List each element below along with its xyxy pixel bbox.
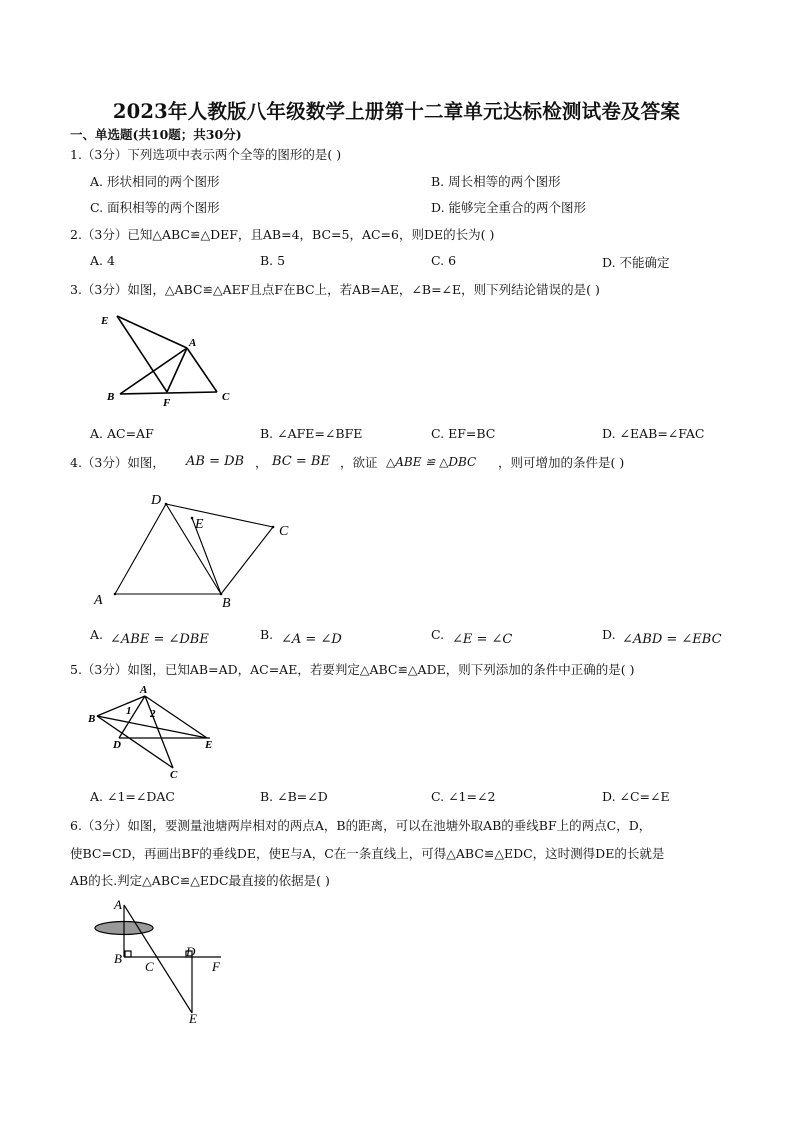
q2-option-d: D. 不能确定 (602, 255, 670, 270)
q4-option-c-label: C. (431, 627, 445, 642)
q5-option-d: D. ∠C=∠E (602, 789, 670, 804)
q3-option-c: C. EF=BC (431, 426, 496, 441)
q1-option-b: B. 周长相等的两个图形 (431, 174, 561, 189)
q4-figure (88, 488, 303, 613)
question-2-stem: 2.（3分）已知△ABC≌△DEF，且AB=4，BC=5，AC=6，则DE的长为( ) (70, 227, 495, 242)
q3-label-c: C (222, 391, 230, 403)
q4-equation-congruent: △ABE ≌ △DBC (386, 455, 477, 469)
q4-label-b: B (222, 596, 231, 611)
q4-label-c: C (279, 524, 289, 539)
q5-label-c: C (170, 769, 178, 780)
q3-label-e: E (101, 315, 109, 327)
section-heading: 一、单选题(共10题；共30分) (70, 127, 242, 142)
question-1-stem: 1.（3分）下列选项中表示两个全等的图形的是( ) (70, 147, 342, 162)
question-6-line-2: 使BC=CD，再画出BF的垂线DE，使E与A，C在一条直线上，可得△ABC≌△EDC，这时测得DE的长就是 (70, 846, 665, 861)
page-title: 2023年人教版八年级数学上册第十二章单元达标检测试卷及答案 (112, 100, 681, 123)
q4-label-d: D (151, 493, 162, 508)
question-4-stem-pre: 4.（3分）如图， (70, 455, 165, 470)
q3-label-f: F (163, 397, 171, 409)
question-3-stem: 3.（3分）如图，△ABC≌△AEF且点F在BC上，若AB=AE，∠B=∠E，则下列结论错误的是( ) (70, 282, 600, 297)
q5-angle-2: 2 (150, 708, 156, 720)
q6-label-d: D (186, 944, 196, 959)
q3-label-a: A (189, 337, 197, 349)
q4-option-a-label: A. (90, 627, 104, 642)
question-5-stem: 5.（3分）如图，已知AB=AD，AC=AE，若要判定△ABC≌△ADE，则下列添加的条件中正确的是( ) (70, 662, 635, 677)
q6-label-e: E (189, 1011, 197, 1025)
q4-stem-post: ，则可增加的条件是( ) (498, 455, 625, 470)
q4-option-a: ∠ABE = ∠DBE (110, 632, 209, 647)
q3-figure (95, 310, 245, 410)
q4-label-a: A (94, 593, 103, 608)
q5-label-e: E (205, 739, 213, 751)
q5-option-b: B. ∠B=∠D (260, 789, 328, 804)
q6-label-a: A (114, 897, 122, 912)
q4-option-b-label: B. (260, 627, 274, 642)
q5-label-b: B (88, 713, 96, 725)
q1-option-a: A. 形状相同的两个图形 (90, 174, 220, 189)
q5-option-a: A. ∠1=∠DAC (90, 789, 175, 804)
q6-label-c: C (145, 959, 154, 974)
q5-angle-1: 1 (126, 705, 132, 717)
q4-stem-mid: ，欲证 (340, 455, 378, 470)
q3-option-d: D. ∠EAB=∠FAC (602, 426, 705, 441)
question-6-line-1: 6.（3分）如图，要测量池塘两岸相对的两点A，B的距离，可以在池塘外取AB的垂线BF上的两点C，D， (70, 818, 652, 833)
q1-option-d: D. 能够完全重合的两个图形 (431, 200, 587, 215)
q4-option-c: ∠E = ∠C (452, 632, 513, 647)
q6-figure (88, 895, 238, 1025)
q4-equation-ab-db: AB = DB (186, 454, 245, 469)
q4-label-e: E (195, 517, 204, 532)
q5-figure (85, 682, 220, 780)
q5-option-c: C. ∠1=∠2 (431, 789, 496, 804)
q3-label-b: B (107, 391, 115, 403)
q4-separator: ， (255, 455, 268, 470)
q1-option-c: C. 面积相等的两个图形 (90, 200, 220, 215)
q2-option-b: B. 5 (260, 253, 286, 268)
q4-option-d: ∠ABD = ∠EBC (622, 632, 722, 647)
q5-label-d: D (113, 739, 121, 751)
q5-label-a: A (140, 684, 148, 696)
q4-equation-bc-be: BC = BE (272, 454, 330, 469)
q6-label-b: B (114, 951, 122, 966)
q4-option-b: ∠A = ∠D (281, 632, 342, 647)
question-6-line-3: AB的长.判定△ABC≌△EDC最直接的依据是( ) (70, 873, 330, 888)
q3-option-a: A. AC=AF (90, 426, 154, 441)
q2-option-a: A. 4 (90, 253, 115, 268)
q4-option-d-label: D. (602, 627, 616, 642)
q6-label-f: F (212, 959, 220, 974)
q2-option-c: C. 6 (431, 253, 457, 268)
q3-option-b: B. ∠AFE=∠BFE (260, 426, 363, 441)
